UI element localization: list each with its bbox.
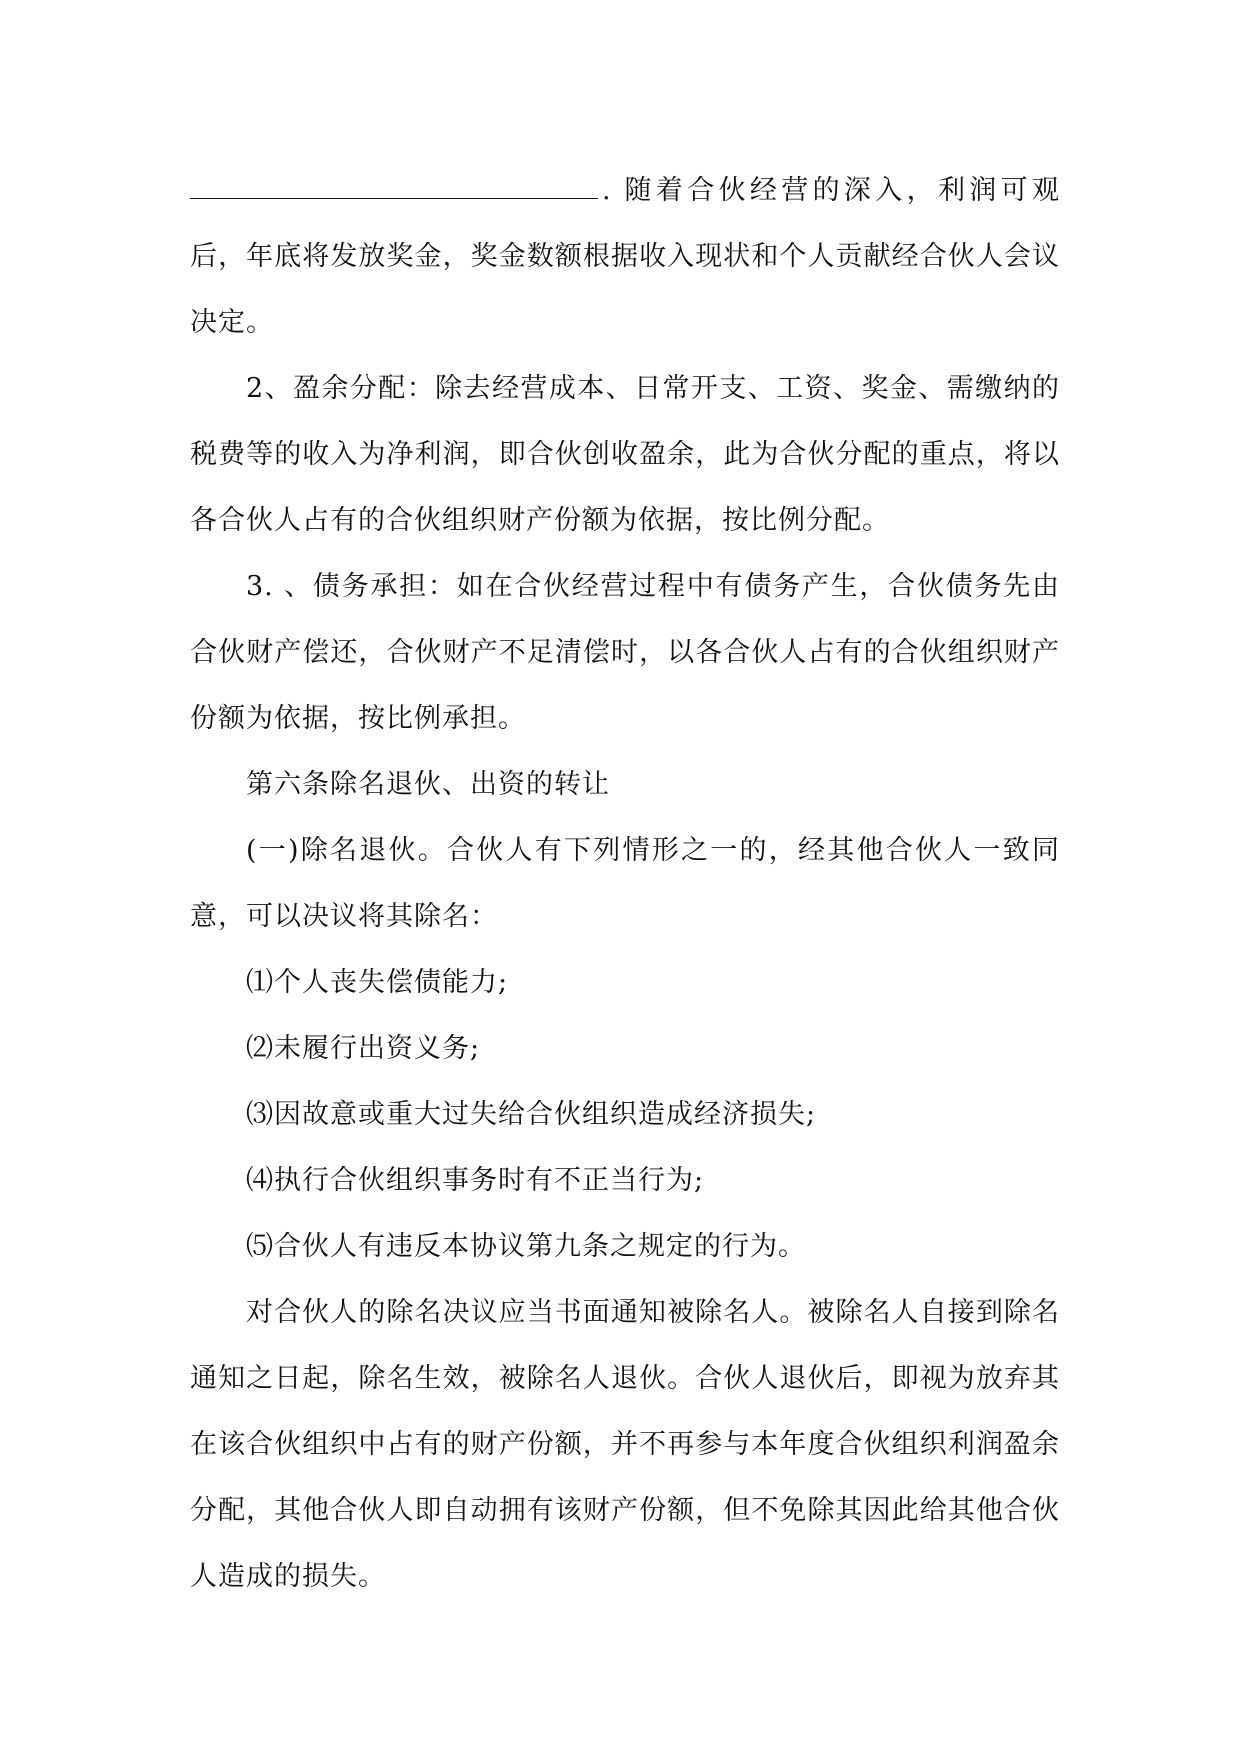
list-item-5: ⑸合伙人有违反本协议第九条之规定的行为。	[246, 1231, 806, 1262]
paragraph-bonus-text: . 随着合伙经营的深入，利润可观后，年底将发放奖金，奖金数额根据收入现状和个人贡献经合伙人会议决定。	[190, 175, 1060, 338]
list-item-3: ⑶因故意或重大过失给合伙组织造成经济损失;	[246, 1099, 817, 1130]
paragraph-expulsion-notice: 对合伙人的除名决议应当书面通知被除名人。被除名人自接到除名通知之日起，除名生效，被除名人退伙。合伙人退伙后，即视为放弃其在该合伙组织中占有的财产份额，并不再参与本年度合伙组织利润盈余分配，其他合伙人即自动拥有该财产份额，但不免除其因此给其他合伙人造成的损失。	[190, 1297, 1060, 1592]
paragraph-surplus-distribution: 2、盈余分配：除去经营成本、日常开支、工资、奖金、需缴纳的税费等的收入为净利润，即合伙创收盈余，此为合伙分配的重点，将以各合伙人占有的合伙组织财产份额为依据，按比例分配。	[190, 373, 1060, 536]
document-page	[190, 158, 1060, 1610]
article-six-heading: 第六条除名退伙、出资的转让	[246, 769, 610, 800]
fill-in-blank	[190, 176, 598, 199]
list-item-1: ⑴个人丧失偿债能力;	[246, 967, 509, 998]
paragraph-expulsion: (一)除名退伙。合伙人有下列情形之一的，经其他合伙人一致同意，可以决议将其除名：	[190, 835, 1060, 932]
paragraph-bonus	[190, 158, 1060, 356]
list-item-2: ⑵未履行出资义务;	[246, 1033, 481, 1064]
paragraph-debt-bearing: 3. 、债务承担：如在合伙经营过程中有债务产生，合伙债务先由合伙财产偿还，合伙财产不足清偿时，以各合伙人占有的合伙组织财产份额为依据，按比例承担。	[190, 571, 1060, 734]
list-item-4: ⑷执行合伙组织事务时有不正当行为;	[246, 1165, 705, 1196]
